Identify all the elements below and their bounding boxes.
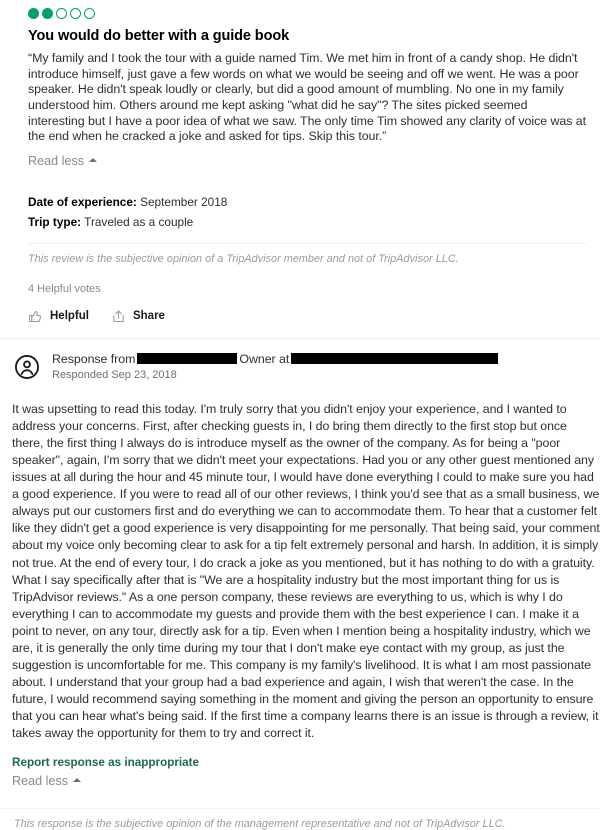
response-date: Responded Sep 23, 2018 xyxy=(52,368,177,381)
helpful-button[interactable] xyxy=(28,309,89,324)
review-disclaimer: This review is the subjective opinion of a TripAdvisor member and not of TripAdvisor LLC. xyxy=(28,252,459,265)
review-title: You would do better with a guide book xyxy=(28,28,290,44)
response-links xyxy=(0,756,600,790)
trip-type-value: Traveled as a couple xyxy=(84,214,194,229)
report-response-link[interactable]: Report response as inappropriate xyxy=(12,755,200,769)
review-text: “My family and I took the tour with a guide named Tim. We met him in front of a candy shop. He didn't introduce himself, just gave a few words on what we would be seeing and off we went. He was a poor speaker. He didn't speak loudly or clearly, but did a good amount of mumbling. No one in my family understood him. Others around me kept asking "what did he say"? The sites picked seemed interesting but I have a poor idea of what we saw. The only time Tim showed any clarity of voice was at the end when he cracked a joke and asked for tips. Skip this tour.” xyxy=(28,51,586,144)
share-button-label: Share xyxy=(132,310,165,323)
rating-bubbles xyxy=(28,6,586,20)
helpful-votes-count: 4 Helpful votes xyxy=(28,282,101,295)
trip-type-label: Trip type: xyxy=(28,214,82,229)
response-text: It was upsetting to read this today. I'm truly sorry that you didn't enjoy your experience, and I wanted to address your concerns. First, after checking guests in, I do bring them directly to the first stop but once there, the first thing I always do is introduce myself as the owner of the company. As for being a "poor speaker", again, I'm sorry that we didn't meet your expectations. Had you or any other guest mentioned any issues at all during the hour and 45 minute tour, I would have done everything I could to make sure you had a good experience. If you were to read all of our other reviews, I think you'd see that as a small business, we always put our customers first and do everything we can to accommodate them. To hear that a customer felt like they didn't get a good experience is very disappointing for me personally. That being said, your comment about my voice only becoming clear to ask for a tip felt extremely personal and harsh. In addition, it is simply not true. At the end of every tour, I do crack a joke as you mentioned, but it has nothing to do with a gratuity. What I say specifically after that is "We are a hospitality industry but the most important thing for us is TripAdvisor reviews." As a one person company, these reviews are everything to us, which is why I do everything I can to accommodate my guests and provide them with the best experience I can. I make it a point to never, on any tour, directly ask for a tip. Even when I mention being a hospitality industry, which we are, it is generally the only time during my tour that I don't make eye contact with my group, as just the suggestion is uncomfortable for me. This company is my family's livelihood. It is what I am most passionate about. I understand that your group had a bad experience and again, I wish that weren't the case. In the future, I would recommend saying something in the moment and giving the person an opportunity to ensure that you can hear what's being said. If the first time a company learns there is an issue is through a review, it takes away the opportunity for them to try and correct it. xyxy=(12,401,600,741)
review-actions xyxy=(28,309,586,324)
chevron-up-icon xyxy=(89,158,97,162)
management-response-section xyxy=(0,339,600,385)
response-author-redacted xyxy=(137,353,237,364)
response-main xyxy=(52,352,586,385)
response-role-label: Owner at xyxy=(239,351,290,366)
date-of-experience-value: September 2018 xyxy=(140,194,228,209)
response-disclaimer: This response is the subjective opinion of the management representative and not of TripAdvisor LLC. xyxy=(14,817,506,830)
rating-bubble-filled-1 xyxy=(28,8,39,19)
rating-bubble-empty-3 xyxy=(56,8,67,19)
rating-bubble-filled-2 xyxy=(42,8,53,19)
share-icon xyxy=(111,309,126,324)
thumbs-up-icon xyxy=(28,309,43,324)
response-read-less-toggle[interactable] xyxy=(12,774,81,788)
share-button[interactable] xyxy=(111,309,165,324)
date-of-experience-row xyxy=(28,192,586,212)
review-divider xyxy=(28,243,586,244)
rating-bubble-empty-5 xyxy=(84,8,95,19)
review-read-less-toggle[interactable] xyxy=(28,154,97,168)
response-from-prefix: Response from xyxy=(52,351,136,366)
chevron-up-icon xyxy=(73,778,81,782)
response-author-line xyxy=(52,352,586,366)
response-read-less-label: Read less xyxy=(12,773,69,788)
review-read-less-label: Read less xyxy=(28,153,85,168)
response-property-redacted xyxy=(291,353,498,364)
review-meta xyxy=(28,192,586,232)
rating-bubble-empty-4 xyxy=(70,8,81,19)
review-section xyxy=(0,0,600,324)
date-of-experience-label: Date of experience: xyxy=(28,194,137,209)
user-avatar-icon xyxy=(14,354,40,385)
helpful-button-label: Helpful xyxy=(50,310,89,323)
trip-type-row xyxy=(28,212,586,232)
